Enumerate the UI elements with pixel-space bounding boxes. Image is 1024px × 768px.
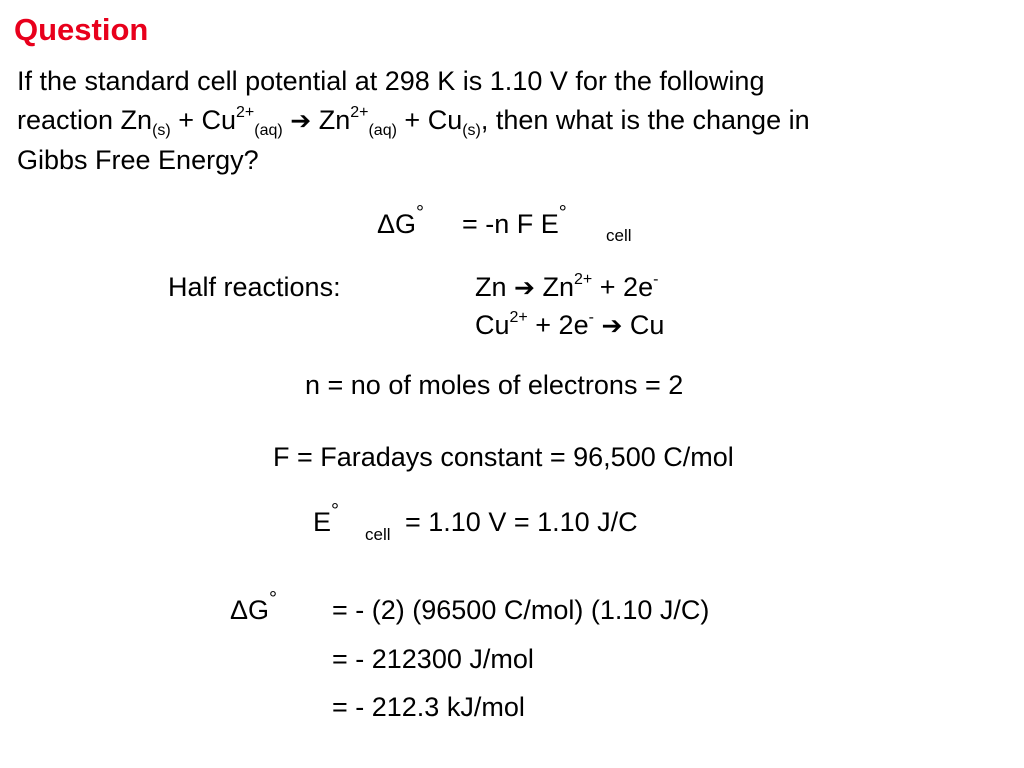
charge-2plus: 2+ <box>509 309 528 326</box>
delta-g-symbol: ΔG <box>230 595 270 625</box>
reaction-arrow-icon: ➔ <box>290 107 312 135</box>
degree-symbol: ° <box>558 202 567 224</box>
degree-symbol: ° <box>269 588 278 610</box>
cu-ion: Cu <box>475 310 510 340</box>
charge-2plus: 2+ <box>350 104 369 121</box>
question-line-1: If the standard cell potential at 298 K is 1.10 V for the following <box>17 66 765 96</box>
charge-minus: - <box>588 309 594 326</box>
degree-symbol: ° <box>416 202 425 224</box>
state-aqueous: (aq) <box>254 122 283 139</box>
charge-minus: - <box>653 271 659 288</box>
zn-ion: Zn <box>542 272 575 302</box>
formula-rhs <box>462 202 567 240</box>
electrons: + 2e <box>535 310 589 340</box>
calc-step-3: = - 212.3 kJ/mol <box>332 692 525 722</box>
question-tail: , then what is the change in <box>480 105 810 135</box>
charge-2plus: 2+ <box>574 271 593 288</box>
formula-cell-subscript: cell <box>606 226 632 245</box>
product-zn: Zn <box>311 105 351 135</box>
cu: Cu <box>629 310 665 340</box>
question-line-2 <box>17 101 1007 141</box>
state-solid: (s) <box>462 122 481 139</box>
question-heading: Question <box>14 12 149 47</box>
degree-symbol: ° <box>331 500 340 522</box>
n-definition: n = no of moles of electrons = 2 <box>305 370 684 400</box>
half-reactions-label: Half reactions: <box>168 272 341 302</box>
question-line-3: Gibbs Free Energy? <box>17 145 259 175</box>
reaction-prefix: reaction Zn <box>17 105 153 135</box>
calc-step-2: = - 212300 J/mol <box>332 644 534 674</box>
reaction-arrow-icon: ➔ <box>601 312 623 340</box>
charge-2plus: 2+ <box>236 104 255 121</box>
question-text <box>17 62 1007 180</box>
faraday-definition: F = Faradays constant = 96,500 C/mol <box>273 442 734 472</box>
delta-g-symbol: ΔG <box>377 209 417 239</box>
formula-expression: = -n F E <box>462 209 559 239</box>
e-cell-symbol <box>313 500 340 538</box>
formula-delta-g <box>377 202 425 240</box>
half-reaction-2 <box>475 310 664 341</box>
e-cell-value: = 1.10 V = 1.10 J/C <box>405 507 638 537</box>
state-solid: (s) <box>152 122 171 139</box>
electrons: + 2e <box>599 272 654 302</box>
state-aqueous: (aq) <box>368 122 397 139</box>
zn: Zn <box>475 272 507 302</box>
reactant-cu: + Cu <box>170 105 237 135</box>
e-symbol: E <box>313 507 332 537</box>
product-cu: + Cu <box>396 105 463 135</box>
half-reaction-1 <box>475 272 658 303</box>
reaction-arrow-icon: ➔ <box>514 274 535 302</box>
calc-delta-g <box>230 588 278 626</box>
calc-step-1: = - (2) (96500 C/mol) (1.10 J/C) <box>332 595 710 625</box>
e-cell-subscript: cell <box>365 525 391 544</box>
